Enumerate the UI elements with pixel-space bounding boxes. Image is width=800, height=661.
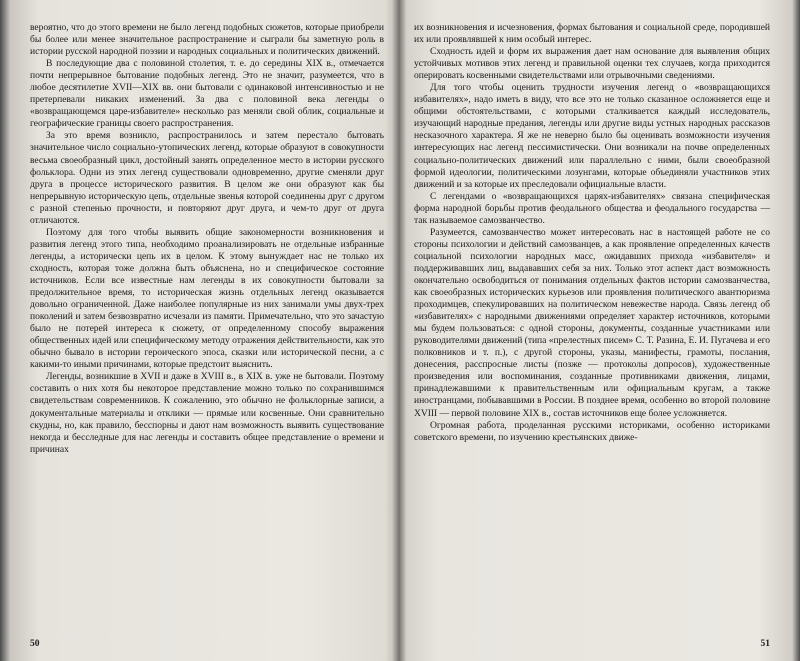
paragraph: С легендами о «возвращающихся царях-избавителях» связана специфическая форма народной борьбы против феодального общества и феодального государства — так называемое самозванчество. [414, 190, 770, 226]
right-page-text [414, 22, 770, 444]
left-page [0, 0, 398, 661]
paragraph: Разумеется, самозванчество может интересовать нас в настоящей работе не со стороны психологии и действий самозванцев, а как проявление определенных качеств социальной психологии народных масс, ожидавших прихода «избавителя» и поддерживавших лиц, выдававших себя за них. Только этот аспект даст возможность окончательно освободиться от понимания отдельных фактов истории самозванчества, как своеобразных исторических курьезов или проявления политического авантюризма проходимцев, спекулировавших на политическом невежестве народа. Связь легенд об «избавителях» с народными движениями определяет характер источников, которыми мы будем пользоваться: с одной стороны, документы, созданные участниками или руководителями движений (типа «прелестных писем» С. Т. Разина, Е. И. Пугачева и его полковников и т. п.), с другой стороны, указы, манифесты, грамоты, послания, донесения, расспросные листы (позже — протоколы допросов), художественные произведения или воспоминания, созданные противниками движения, лицами, принадлежавшими к правительственным или официальным кругам, а также иностранцами, побывавшими в России. В позднее время, особенно во второй половине XVIII — первой половине XIX в., состав источников еще более усложняется. [414, 226, 770, 419]
left-page-text [30, 22, 384, 456]
paragraph: вероятно, что до этого времени не было легенд подобных сюжетов, которые приобрели бы более или менее значительное распространение и сыграли бы заметную роль в истории русской народной поэзии и народных социальных и политических движений. [30, 22, 384, 58]
paragraph: Огромная работа, проделанная русскими историками, особенно историками советского времени, по изучению крестьянских движе- [414, 419, 770, 443]
paragraph: За это время возникло, распространилось и затем перестало бытовать значительное число социально-утопических легенд, которые образуют в совокупности весьма своеобразный цикл, достойный занять определенное место в истории русского фольклора. Одни из этих легенд существовали одновременно, другие сменяли друг друга в процессе исторического развития. В целом же они образуют как бы непрерывную историческую цепь, отдельные звенья которой соединены друг с другом с разной степенью прочности, и повторяют друг друга, и чем-то друг от друга отличаются. [30, 130, 384, 226]
paragraph: Сходность идей и форм их выражения дает нам основание для выявления общих устойчивых мотивов этих легенд и правильной оценки тех случаев, когда приходится оперировать косвенными свидетельствами или отрывочными сведениями. [414, 46, 770, 82]
page-number-right: 51 [760, 639, 770, 649]
paragraph: Для того чтобы оценить трудности изучения легенд о «возвращающихся избавителях», надо иметь в виду, что все это не только сказанное осложняется еще и общими обстоятельствами, с которыми сталкивается каждый исследователь, изучающий народные предания, легенды или другие виды устных народных рассказов несказочного характера. Я же не неверно было бы оценивать возможности изучения интересующих нас легенд пессимистически. Они возникали на почве определенных социально-политических движений или параллельно с ними, были своеобразной формой идеологии, политическими лозунгами, которые объединяли участников этих движений и за которые их преследовали официальные власти. [414, 82, 770, 190]
paragraph: Легенды, возникшие в XVII и даже в XVIII в., в XIX в. уже не бытовали. Поэтому составить о них хотя бы некоторое представление можно только по сохранившимся свидетельствам современников. К сожалению, это обычно не фольклорные записи, а документальные материалы и отклики — прямые или косвенные. Они сравнительно скудны, но, как правило, бесспорны и дают нам возможность выявить существование некогда и бесследные для нас легенды и составить общее представление о времени и причинах [30, 371, 384, 455]
paragraph: В последующие два с половиной столетия, т. е. до середины XIX в., отмечается почти непрерывное бытование подобных легенд. Это не значит, разумеется, что в любое десятилетие XVII—XIX вв. они бытовали с одинаковой интенсивностью и не претерпевали никаких изменений. За два с половиной века легенды о «возвращающемся царе-избавителе» несколько раз меняли свой облик, социальные и географические границы своего распространения. [30, 58, 384, 130]
book-gutter [392, 0, 406, 661]
paragraph: их возникновения и исчезновения, формах бытования и социальной среде, породившей их или проявлявшей к ним особый интерес. [414, 22, 770, 46]
right-page [398, 0, 800, 661]
page-number-left: 50 [30, 639, 40, 649]
paragraph: Поэтому для того чтобы выявить общие закономерности возникновения и развития легенд этого типа, необходимо проанализировать не отдельные избранные легенды, а исторически цепь их в целом. К этому вынуждает нас не только их сходность, которая тоже должна быть объяснена, но и специфическое состояние источников. Если все известные нам легенды в их совокупности бытовали за предолжительное время, то историческая жизнь отдельных легенд оказывается довольно ограниченной. Даже наиболее популярные из них занимали умы двух-трех поколений и затем безвозвратно исчезали из памяти. Примечательно, что это зачастую было не потерей интереса к сюжету, от определенному способу выражения общественных идей или специфическому методу отражения действительности, как это обычно бывало в истории героического эпоса, сказки или исторической песни, а с какими-то иными причинами, которые предстоит выяснить. [30, 226, 384, 371]
